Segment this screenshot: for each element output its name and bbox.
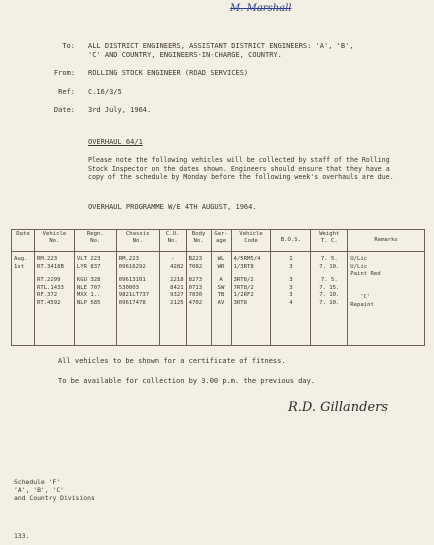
cell-chassis: RM.223 09616292 09613101 530003 9821LT737 09617478 <box>116 252 159 346</box>
certificate-note: All vehicles to be shown for a certificate of fitness. <box>58 357 286 365</box>
to-line-1: ALL DISTRICT ENGINEERS, ASSISTANT DISTRICT ENGINEERS: 'A', 'B', <box>88 42 354 50</box>
cell-garage: WL WR A SW TB AV <box>211 252 231 346</box>
ref-label: Ref: <box>58 88 75 96</box>
to-label: To: <box>62 42 75 50</box>
header-date: Date <box>12 230 35 252</box>
header-cu: C.U. No. <box>159 230 186 252</box>
from-label: From: <box>53 69 75 77</box>
cell-body: B223 7082 8273 0713 7830 4702 <box>186 252 211 346</box>
programme-heading: OVERHAUL PROGRAMME W/E 4TH AUGUST, 1964. <box>88 203 257 211</box>
cell-date: Aug. 1st <box>12 252 35 346</box>
page-number: 133. <box>14 532 30 540</box>
header-body: Body No. <box>186 230 211 252</box>
overhaul-schedule-table <box>11 229 425 346</box>
header-remarks: Remarks <box>348 230 425 252</box>
cell-regn: VLT 223 LYR 837 KGU 328 NLE 707 MXX 1.. NLP 585 <box>74 252 116 346</box>
schedule-line-1: Schedule 'F' <box>14 478 61 486</box>
overhaul-heading: OVERHAUL 64/1 <box>88 138 143 146</box>
date-value: 3rd July, 1964. <box>88 106 152 114</box>
header-chassis: Chassis No. <box>116 230 159 252</box>
collection-note: To be available for collection by 3.00 p.m. the previous day. <box>58 377 316 385</box>
cell-code: 4/5RM5/4 1/3RT8 3RT8/2 7RT8/2 1/2RF2 3RT8 <box>231 252 271 346</box>
table-header-row <box>12 230 425 252</box>
from-value: ROLLING STOCK ENGINEER (ROAD SERVICES) <box>88 69 249 77</box>
signature: R.D. Gillanders <box>288 400 389 415</box>
cell-bos: 1 3 3 3 3 4 <box>271 252 311 346</box>
header-bos: B.O.S. <box>271 230 311 252</box>
date-label: Date: <box>53 106 75 114</box>
instruction-paragraph: Please note the following vehicles will be collected by staff of the Rolling Stock Inspector on the dates shown. Engineers should ensure that they have a copy of the schedule by Monday before the following week's overhauls are due. <box>88 156 394 182</box>
header-weight: Weight T. C. <box>311 230 348 252</box>
handwritten-annotation: M. Marshall <box>230 3 292 14</box>
header-code: Vehicle Code <box>231 230 271 252</box>
cell-weight: 7. 5. 7. 10. 7. 5. 7. 15. 7. 10. 7. 10. <box>311 252 348 346</box>
header-vehicle: Vehicle No. <box>34 230 74 252</box>
header-garage: Gar- age <box>211 230 231 252</box>
cell-vehicle: RM.223 RT.3418B RT.2299 RTL.1433 RF.372 RT.4592 <box>34 252 74 346</box>
table-row <box>12 252 425 346</box>
ref-value: C.16/3/5 <box>88 88 122 96</box>
schedule-line-2: 'A', 'B', 'C' <box>14 486 65 494</box>
schedule-line-3: and Country Divisions <box>14 494 95 502</box>
cell-cu: - 4282 2218 8421 9327 2125 <box>159 252 186 346</box>
to-line-2: 'C' AND COUNTRY, ENGINEERS-IN-CHARGE, COUNTRY. <box>88 51 282 59</box>
header-regn: Regn. No. <box>74 230 116 252</box>
cell-remarks: U/Lic U/Lic Paint Red 'C' Repaint <box>348 252 425 346</box>
